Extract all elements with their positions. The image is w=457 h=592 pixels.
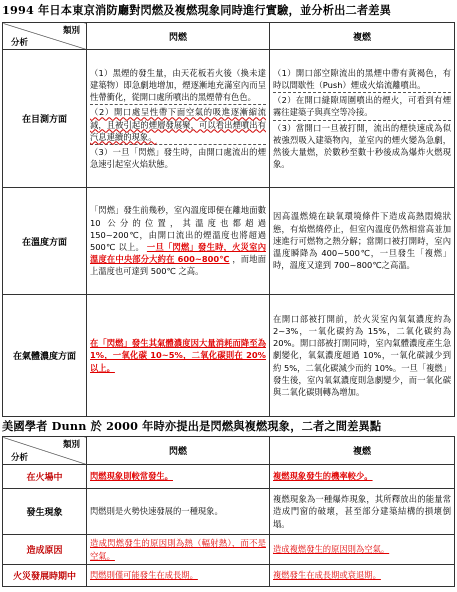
diagonal-header-cell: [3, 437, 87, 465]
in-fire-flashover-cell: 閃燃現象則較常發生。: [87, 465, 270, 489]
visual-backdraft-cell: [270, 50, 455, 188]
gas-backdraft-cell: 在開口部被打開前，於火災室內氧氣濃度約為 2~3%，一氧化碳約為 15%，二氧化碳約為 20%。開口部被打開同時，室內氣體濃度產生急劇變化，氧氣濃度超過 10%，一氧化碳減少到約 5%，二氧化碳減少而約 10%。一旦「複燃」發生後，室內氧氣濃度則急劇變少，而一氧化碳與二氧化碳則轉為增加。: [270, 295, 455, 417]
row-label-phenomenon: 發生現象: [3, 489, 87, 535]
row-label-gas-concentration: 在氣體濃度方面: [3, 295, 87, 417]
row-label-in-fire: 在火場中: [3, 465, 87, 489]
visual-flashover-point-1: （1）黑煙的發生量，由天花板若火後（換未達建築物）即急劇地增加，煙逐漸地充滿室內而呈性帶衝化，從開口處所噴出的黑煙帶有色色。: [90, 67, 266, 103]
cause-backdraft-cell: 造成複燃發生的原因則為空氣。: [270, 535, 455, 565]
table-header-row: [3, 23, 455, 50]
temperature-flashover-tail: ，而地面上溫度也可達到 500℃ 之高。: [90, 254, 266, 277]
temperature-flashover-cell: [87, 188, 270, 295]
table-row: [3, 565, 455, 587]
heading-japan-experiment: 1994 年日本東京消防廳對閃燃及複燃現象同時進行實驗，並分析出二者差異: [2, 3, 392, 17]
corner-analysis-label: 分析: [11, 38, 29, 48]
in-fire-backdraft-cell: 複燃現象發生的機率較少。: [270, 465, 455, 489]
gas-flashover-cell: [87, 295, 270, 417]
temperature-backdraft-cell: 因高溫燃燒在缺氧環境條件下造成高熱悶燒狀態，有焰燃燒停止，但室內溫度仍然相當高並加速進行可燃物之熱分解；當開口被打開時，室內溫度瞬降為 400~500℃，一旦發生「複燃」時，溫度又達到 700~800℃之高溫。: [270, 188, 455, 295]
temperature-flashover-text: 「閃燃」發生前幾秒，室內溫度即便在離地面數 10 公分的位置，其溫度也都超過 150~200℃，由開口流出的煙溫度也將超過 500℃ 以上。: [90, 205, 266, 252]
fire-stage-flashover-cell: 閃燃則僅可能發生在成長期。: [87, 565, 270, 587]
divider: [273, 92, 451, 93]
gas-flashover-highlight: 在「閃燃」發生其氣體濃度因大量消耗而降至為 1%，一氧化碳 10~5%，二氧化碳則在 20%以上。: [90, 338, 266, 373]
table-row: [3, 535, 455, 565]
column-header-backdraft: 複燃: [270, 437, 455, 465]
row-label-temperature: 在溫度方面: [3, 188, 87, 295]
table-row: [3, 489, 455, 535]
column-header-backdraft: 複燃: [270, 23, 455, 50]
table-row: [3, 295, 455, 417]
table-row: [3, 465, 455, 489]
table-row: [3, 188, 455, 295]
column-header-flashover: 閃燃: [87, 23, 270, 50]
heading-dunn-analysis: 美國學者 Dunn 於 2000 年時亦提出是閃燃與複燃現象，二者之間差異點: [2, 419, 382, 433]
row-label-fire-stage: 火災發展時期中: [3, 565, 87, 587]
corner-category-label: 類別: [62, 440, 80, 450]
comparison-table-dunn: [2, 436, 455, 587]
corner-category-label: 類別: [62, 26, 80, 36]
visual-flashover-point-3: （3）一旦「閃燃」發生時，由開口處流出的煙急速引起室火焰狀態。: [90, 146, 266, 170]
diagonal-header-cell: [3, 23, 87, 50]
phenomenon-backdraft-cell: 複燃現象為一種爆炸現象，其所釋放出的能量常造成門窗的破壞，甚至部分建築結構的損壞倒塌。: [270, 489, 455, 535]
visual-backdraft-point-1: （1）開口部空隙流出的黑煙中帶有黃褐色，有時以間歇性（Push）煙成火焰流離噴出。: [273, 67, 451, 90]
temperature-flashover-highlight: 一旦「閃燃」發生時，火災室內溫度在中央部分大約在 600~800℃: [90, 242, 267, 265]
divider: [90, 144, 266, 145]
row-label-cause: 造成原因: [3, 535, 87, 565]
comparison-table-japan: [2, 22, 455, 417]
cause-flashover-cell: 造成閃燃發生的原因則為熱（輻射熱），而不是空氣。: [87, 535, 270, 565]
corner-analysis-label: 分析: [11, 453, 29, 463]
divider: [273, 120, 451, 121]
column-header-flashover: 閃燃: [87, 437, 270, 465]
divider: [90, 104, 266, 105]
table-header-row: [3, 437, 455, 465]
row-label-visual: 在目測方面: [3, 50, 87, 188]
visual-flashover-point-2: （2）開口處呈性帶下面空氣的吸進逐漸縮流減，且被引起的煙層發展聚，可以看出煙噴出有汽息連續的現象。: [90, 107, 266, 142]
visual-flashover-cell: [87, 50, 270, 188]
phenomenon-flashover-cell: 閃燃則是火勢快速發展的一種現象。: [87, 489, 270, 535]
table-row: [3, 50, 455, 188]
visual-backdraft-point-3: （3）當開口一旦被打開，流出的煙快速成為似被強烈吸入建築物內，並室內的煙火變為急劇，然後大量燃，於數秒至數十秒後成為爆炸火燃現象。: [273, 122, 451, 170]
fire-stage-backdraft-cell: 複燃發生在成長期或衰退期。: [270, 565, 455, 587]
visual-backdraft-point-2: （2）在開口縫隙周圍噴出的煙火，可看到有煙霧往建築子與真空等冷接。: [273, 95, 451, 118]
